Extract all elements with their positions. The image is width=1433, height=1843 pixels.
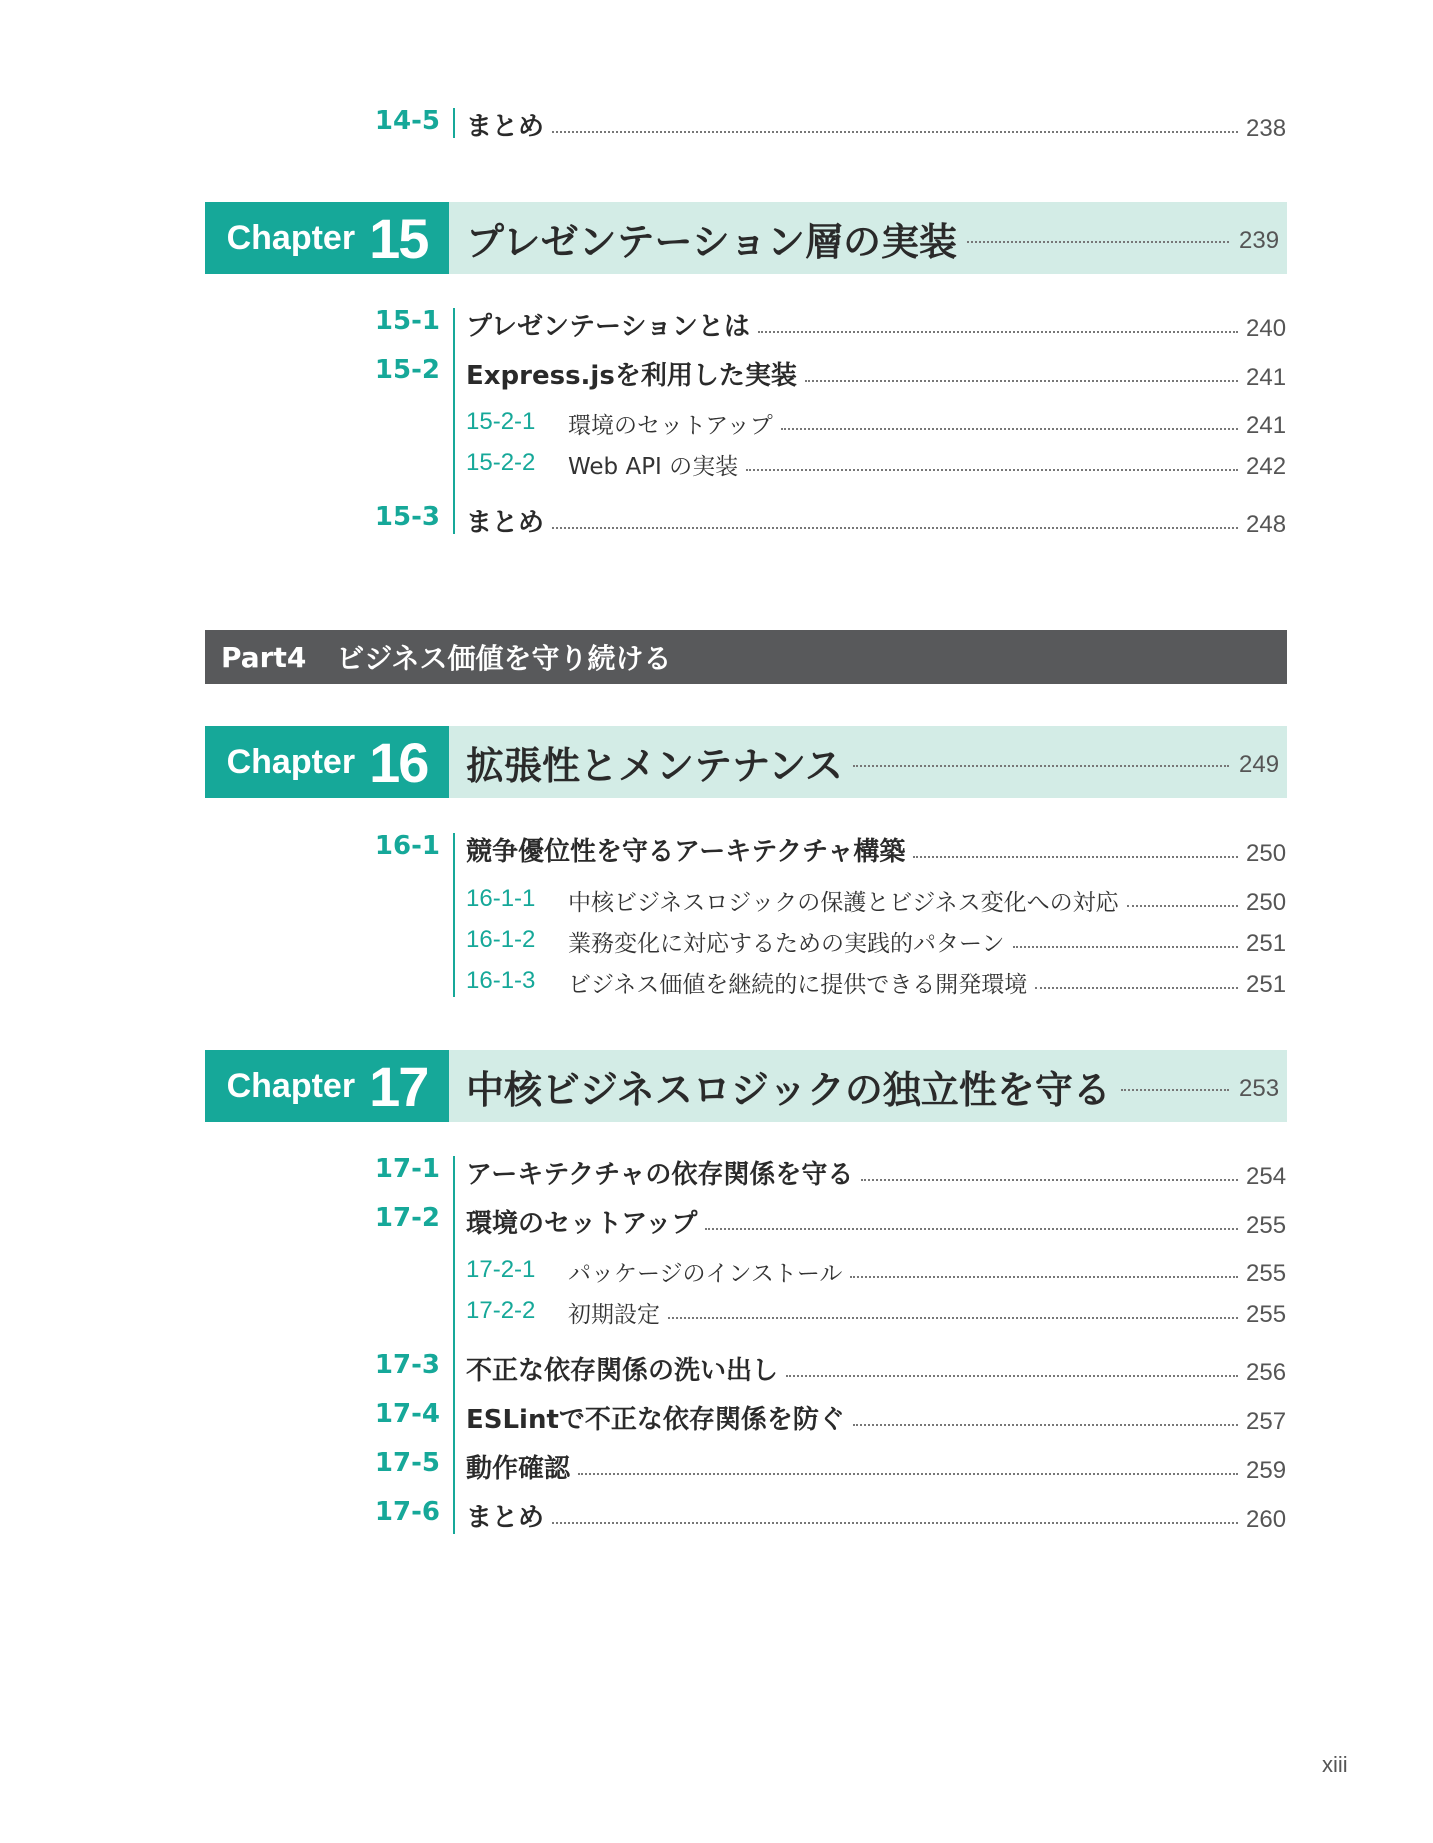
chapter-banner-17[interactable] — [205, 1050, 1287, 1122]
leader-dots — [853, 765, 1229, 767]
section-title: まとめ — [466, 112, 545, 142]
leader-dots — [1121, 1089, 1229, 1091]
page-number: 255 — [1246, 1212, 1287, 1239]
leader-dots — [552, 1522, 1238, 1524]
chapter-title: 中核ビジネスロジックの独立性を守る — [466, 1067, 1111, 1112]
section-number: 15-3 — [374, 502, 440, 532]
subsection-number: 17-2-1 — [466, 1256, 536, 1283]
subsection-number: 16-1-2 — [466, 926, 536, 953]
page-number: 248 — [1246, 511, 1287, 538]
page-number: 257 — [1246, 1408, 1287, 1435]
subsection-title: 中核ビジネスロジックの保護とビジネス変化への対応 — [568, 890, 1119, 916]
section-title: 競争優位性を守るアーキテクチャ構築 — [466, 837, 906, 867]
chapter-row — [466, 202, 1279, 274]
section-title: 不正な依存関係の洗い出し — [466, 1356, 779, 1386]
chapter-banner-16[interactable] — [205, 726, 1287, 798]
toc-entry[interactable] — [466, 306, 1286, 343]
leader-dots — [746, 469, 1238, 471]
leader-dots — [805, 380, 1238, 382]
chapter-row — [466, 1050, 1279, 1122]
chapter-tag — [205, 202, 449, 274]
part-title: ビジネス価値を守り続ける — [336, 642, 672, 675]
page-number: 256 — [1246, 1359, 1287, 1386]
leader-dots — [853, 1424, 1238, 1426]
chapter-title: 拡張性とメンテナンス — [466, 743, 843, 788]
toc-entry[interactable] — [466, 1448, 1286, 1485]
section-number: 15-2 — [374, 355, 440, 385]
subsection-title: 環境のセットアップ — [568, 413, 773, 439]
chapter-number: 17 — [369, 1054, 428, 1118]
page-number: 251 — [1246, 930, 1287, 957]
subsection-title: 初期設定 — [568, 1302, 660, 1328]
subsection-number: 15-2-1 — [466, 408, 536, 435]
leader-dots — [668, 1317, 1238, 1319]
section-number: 15-1 — [374, 306, 440, 336]
leader-dots — [1035, 987, 1238, 989]
section-number: 14-5 — [374, 106, 440, 136]
leader-dots — [861, 1179, 1238, 1181]
folio-page-number: xiii — [1322, 1752, 1348, 1777]
page-number: 255 — [1246, 1301, 1287, 1328]
toc-entry[interactable] — [466, 502, 1286, 539]
leader-dots — [913, 856, 1238, 858]
leader-dots — [578, 1473, 1238, 1475]
page-number: 250 — [1246, 889, 1287, 916]
section-title: Express.jsを利用した実装 — [466, 361, 797, 391]
toc-entry[interactable] — [466, 1497, 1286, 1534]
page-number: 242 — [1246, 453, 1287, 480]
chapter-number: 15 — [369, 206, 428, 270]
subsection-title: Web API の実装 — [568, 454, 739, 480]
subsection-title: パッケージのインストール — [568, 1261, 843, 1287]
chapter-label: Chapter — [226, 742, 356, 781]
page-number: 251 — [1246, 971, 1287, 998]
section-title: まとめ — [466, 1503, 545, 1533]
chapter-row — [466, 726, 1279, 798]
section-rule — [453, 308, 455, 534]
section-number: 16-1 — [374, 831, 440, 861]
page-number: 260 — [1246, 1506, 1287, 1533]
page-number: 249 — [1239, 751, 1280, 778]
leader-dots — [705, 1228, 1238, 1230]
section-title: アーキテクチャの依存関係を守る — [466, 1160, 854, 1190]
toc-entry[interactable] — [466, 355, 1286, 392]
section-number: 17-1 — [374, 1154, 440, 1184]
section-number: 17-4 — [374, 1399, 440, 1429]
chapter-title: プレゼンテーション層の実装 — [466, 219, 957, 264]
part-label: Part4 — [221, 640, 307, 674]
section-number: 17-3 — [374, 1350, 440, 1380]
subsection-title: 業務変化に対応するための実践的パターン — [568, 931, 1005, 957]
chapter-banner-15[interactable] — [205, 202, 1287, 274]
toc-entry[interactable] — [466, 1350, 1286, 1387]
subsection-number: 16-1-1 — [466, 885, 536, 912]
toc-subentry[interactable] — [568, 407, 1286, 440]
section-rule — [453, 108, 455, 138]
toc-subentry[interactable] — [568, 884, 1286, 917]
page-number: 259 — [1246, 1457, 1287, 1484]
leader-dots — [850, 1276, 1238, 1278]
page-number: 253 — [1239, 1075, 1280, 1102]
part-bar[interactable] — [205, 630, 1287, 684]
leader-dots — [786, 1375, 1238, 1377]
toc-entry[interactable] — [466, 106, 1286, 143]
toc-entry[interactable] — [466, 1154, 1286, 1191]
toc-subentry[interactable] — [568, 925, 1286, 958]
subsection-title: ビジネス価値を継続的に提供できる開発環境 — [568, 972, 1028, 998]
toc-subentry[interactable] — [568, 1296, 1286, 1329]
page-number: 239 — [1239, 227, 1280, 254]
chapter-tag — [205, 726, 449, 798]
toc-subentry[interactable] — [568, 448, 1286, 481]
subsection-number: 16-1-3 — [466, 967, 536, 994]
subsection-number: 15-2-2 — [466, 449, 536, 476]
leader-dots — [552, 527, 1238, 529]
toc-entry[interactable] — [466, 1399, 1286, 1436]
section-title: 動作確認 — [466, 1454, 571, 1484]
toc-entry[interactable] — [466, 831, 1286, 868]
leader-dots — [1013, 946, 1238, 948]
page-number: 240 — [1246, 315, 1287, 342]
page-number: 241 — [1246, 412, 1287, 439]
page-number: 250 — [1246, 840, 1287, 867]
page-number: 238 — [1246, 115, 1287, 142]
chapter-label: Chapter — [226, 218, 356, 257]
section-rule — [453, 833, 455, 997]
section-title: 環境のセットアップ — [466, 1209, 698, 1239]
leader-dots — [758, 331, 1238, 333]
section-title: まとめ — [466, 508, 545, 538]
page-number: 254 — [1246, 1163, 1287, 1190]
toc-subentry[interactable] — [568, 1255, 1286, 1288]
page-number: 241 — [1246, 364, 1287, 391]
chapter-label: Chapter — [226, 1066, 356, 1105]
section-number: 17-5 — [374, 1448, 440, 1478]
section-number: 17-2 — [374, 1203, 440, 1233]
toc-subentry[interactable] — [568, 966, 1286, 999]
leader-dots — [781, 428, 1238, 430]
page-number: 255 — [1246, 1260, 1287, 1287]
chapter-tag — [205, 1050, 449, 1122]
leader-dots — [1127, 905, 1238, 907]
section-rule — [453, 1156, 455, 1534]
subsection-number: 17-2-2 — [466, 1297, 536, 1324]
section-title: プレゼンテーションとは — [466, 312, 750, 342]
toc-entry[interactable] — [466, 1203, 1286, 1240]
leader-dots — [967, 241, 1229, 243]
section-number: 17-6 — [374, 1497, 440, 1527]
leader-dots — [552, 131, 1238, 133]
chapter-number: 16 — [369, 730, 428, 794]
section-title: ESLintで不正な依存関係を防ぐ — [466, 1405, 845, 1435]
